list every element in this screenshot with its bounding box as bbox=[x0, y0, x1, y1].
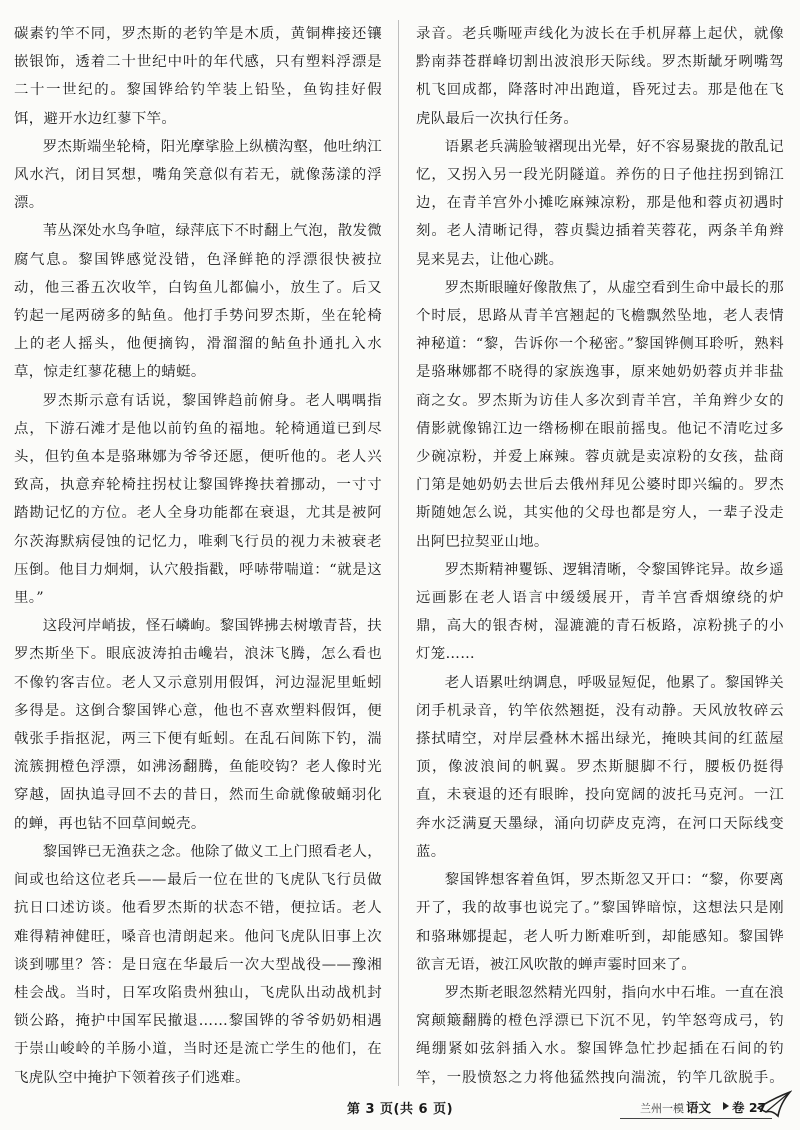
right-text-column bbox=[416, 20, 784, 1088]
paragraph: 碳素钓竿不同，罗杰斯的老钓竿是木质，黄铜榫接还镶嵌银饰，透着二十世纪中叶的年代感，只有塑料浮漂是二十一世纪的。黎国铧给钓竿装上铅坠，鱼钩挂好假饵，避开水边红蓼下竿。 bbox=[14, 26, 382, 127]
paragraph: 老人语累吐纳调息，呼吸显短促，他累了。黎国铧关闭手机录音，钓竿依然翘挺，没有动静。天风放牧碎云搽拭晴空，对岸层叠林木摇出绿光，掩映其间的红蓝屋顶，像波浪间的帆翼。罗杰斯腿脚不行，腰板仍挺得直，未衰退的还有眼眸，投向宽阔的波托马克河。一江奔水泛满夏天墨绿，涌向切萨皮克湾，在河口天际线变蓝。 bbox=[416, 674, 784, 860]
paragraph: 罗杰斯精神矍铄、逻辑清晰，令黎国铧诧异。故乡遥远画影在老人语言中缓缓展开，青羊宫香烟缭绕的炉鼎，高大的银杏树，湿漉漉的青石板路，凉粉挑子的小灯笼…… bbox=[416, 561, 784, 663]
paragraph: 罗杰斯示意有话说，黎国铧趋前俯身。老人喁喁指点，下游石滩才是他以前钓鱼的福地。轮椅通道已到尽头，但钓鱼本是骆琳娜为爷爷还愿，便听他的。老人兴致高，执意弃轮椅拄拐杖让黎国铧搀扶着挪动，一寸寸踏勘记忆的方位。老人全身功能都在衰退，尤其是被阿尔茨海默病侵蚀的记忆力，唯剩飞行员的视力未被衰老压倒。他目力炯炯，认穴般指戳，呼哧带喘道：“就是这里。” bbox=[14, 392, 382, 607]
subject-label: 语文 bbox=[686, 1100, 712, 1115]
paragraph: 罗杰斯眼瞳好像散焦了，从虚空看到生命中最长的那个时辰，思路从青羊宫翘起的飞檐飘然坠地，老人表情神秘道：“黎，告诉你一个秘密。”黎国铧侧耳聆听，熟料是骆琳娜都不晓得的家族逸事，原来她奶奶蓉贞并非盐商之女。罗杰斯为访佳人多次到青羊宫，羊角辫少女的倩影就像锦江边一绺杨柳在眼前摇曳。他记不清吃过多少碗凉粉，并爱上麻辣。蓉贞就是卖凉粉的女孩，盐商门第是她奶奶去世后去俄州拜见公婆时即兴编的。罗杰斯随她怎么说，其实他的父母也都是穷人，一辈子没走出阿巴拉契亚山地。 bbox=[416, 279, 784, 550]
footer-rule bbox=[620, 1118, 772, 1119]
left-text-column bbox=[14, 20, 382, 1088]
triangle-arrow-icon bbox=[723, 1102, 729, 1110]
page-footer bbox=[0, 1094, 800, 1124]
paragraph: 黎国铧想客着鱼饵，罗杰斯忽又开口：“黎，你要离开了，我的故事也说完了。”黎国铧暗惊，这想法只是刚和骆琳娜提起，老人听力断难听到，却能感知。黎国铧欲言无语，被江风吹散的蝉声霎时回来了。 bbox=[416, 872, 784, 973]
paragraph: 苇丛深处水鸟争喧，绿萍底下不时翻上气泡，散发微腐气息。黎国铧感觉没错，色泽鲜艳的浮漂很快被拉动，他三番五次收竿，白钩鱼儿都偏小，放生了。后又钓起一尾两磅多的鲇鱼。他打手势问罗杰斯，坐在轮椅上的老人摇头，他便摘钩，滑溜溜的鲇鱼扑通扎入水草，惊走红蓼花穗上的蜻蜓。 bbox=[14, 223, 382, 381]
exam-label: 兰州一模 bbox=[640, 1102, 684, 1115]
paragraph: 这段河岸峭拔，怪石嶙峋。黎国铧拂去树墩青苔，扶罗杰斯坐下。眼底波涛拍击巉岩，浪沫飞腾，怎么看也不像钓客吉位。老人又示意别用假饵，河边湿泥里蚯蚓多得是。这倒合黎国铧心意，他也不喜欢塑料假饵，便戟张手指抠泥，两三下便有蚯蚓。在乱石间陈下钓，湍流簇拥橙色浮漂，如沸汤翻腾，鱼能咬钩？老人像时光穿越，固执追寻回不去的昔日，然而生命就像破蛹羽化的蝉，再也钻不回草间蜕壳。 bbox=[14, 618, 382, 832]
paragraph: 罗杰斯端坐轮椅，阳光摩挲脸上纵横沟壑，他吐纳江风水汽，闭目冥想，嘴角笑意似有若无，就像荡漾的浮漂。 bbox=[14, 138, 382, 212]
paragraph: 黎国铧已无渔获之念。他除了做义工上门照看老人，间或也给这位老兵——最后一位在世的飞虎队飞行员做抗日口述访谈。他看罗杰斯的状态不错，便拉话。老人难得精神健旺，嗓音也清朗起来。他问飞虎队旧事上次谈到哪里？答：是日寇在华最后一次大型战役——豫湘桂会战。当时，日军攻陷贵州独山，飞虎队出动战机封锁公路，掩护中国军民撤退……黎国铧的爷爷奶奶相遇于崇山峻岭的羊肠小道，当时还是流亡学生的他们，在飞虎队空中掩护下领着孩子们逃难。 bbox=[14, 843, 382, 1086]
paragraph: 录音。老兵嘶哑声线化为波长在手机屏幕上起伏，就像黔南莽苍群峰切割出波浪形天际线。罗杰斯龇牙咧嘴驾机飞回成都，降落时冲出跑道，昏死过去。那是他在飞虎队最后一次执行任务。 bbox=[416, 26, 784, 127]
paragraph: 语累老兵满脸皱褶现出光晕，好不容易聚拢的散乱记忆，又拐入另一段光阴隧道。养伤的日子他拄拐到锦江边，在青羊宫外小摊吃麻辣凉粉，那是他和蓉贞初遇时刻。老人清晰记得，蓉贞鬓边插着芙蓉花，两条羊角辫晃来晃去，让他心跳。 bbox=[416, 138, 784, 268]
column-divider bbox=[398, 20, 399, 1086]
paper-plane-icon bbox=[756, 1088, 792, 1120]
page-number: 第 3 页(共 6 页) bbox=[346, 1102, 454, 1117]
volume-label: 卷 27 bbox=[732, 1100, 767, 1115]
paragraph: 罗杰斯老眼忽然精光四射，指向水中石堆。一直在浪窝颠簸翻腾的橙色浮漂已下沉不见，钓竿怒弯成弓，钓绳绷紧如弦斜插入水。黎国铧急忙抄起插在石间的钓竿，一股愤怒之力将他猛然拽向湍流，钓竿几欲脱手。 bbox=[416, 984, 784, 1086]
